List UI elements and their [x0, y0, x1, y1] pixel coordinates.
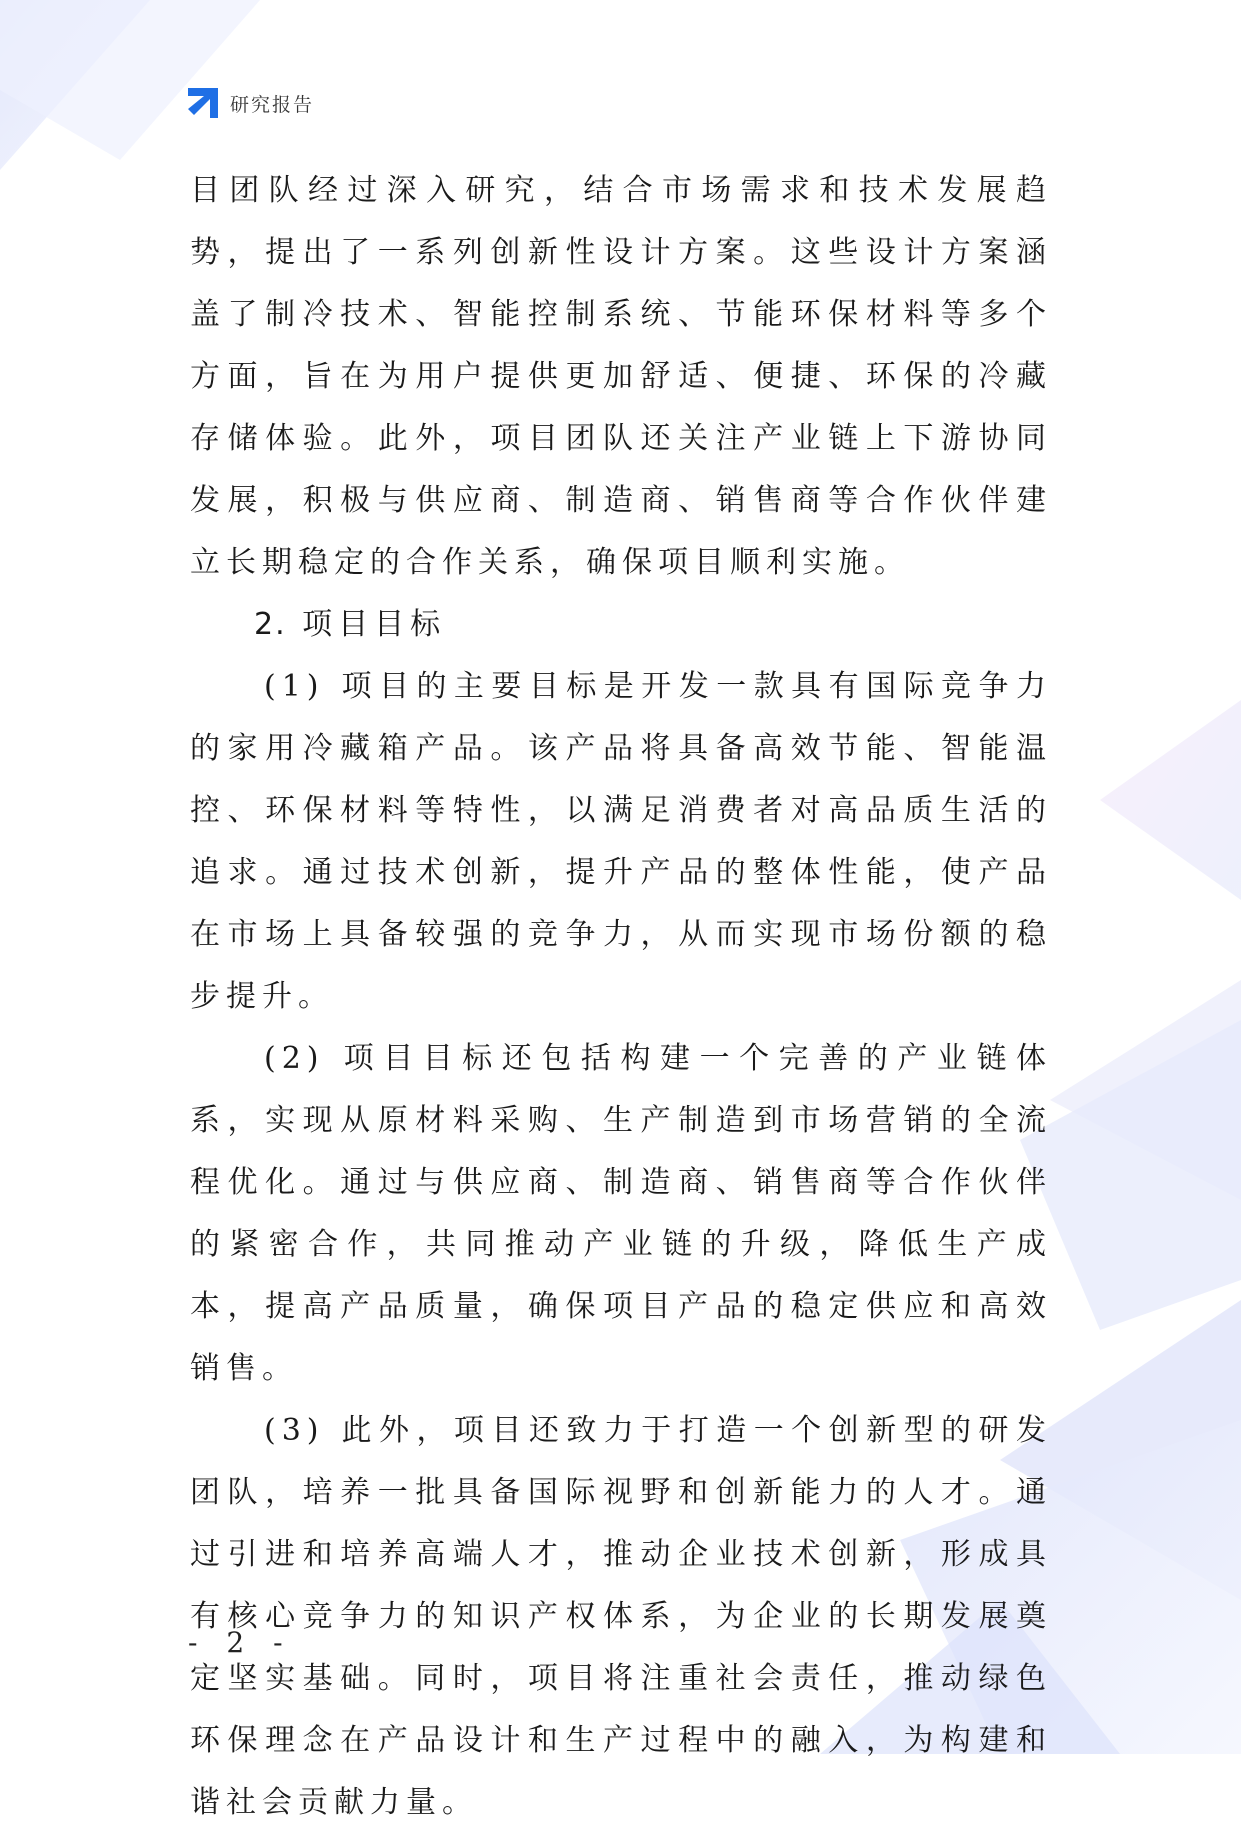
report-title: 研究报告: [230, 93, 315, 116]
document-body: [190, 160, 1052, 1834]
section-title: 项目目标: [302, 607, 447, 642]
document-header: [188, 88, 314, 118]
section-heading: [190, 594, 1052, 656]
page-number: - 2 -: [188, 1626, 293, 1659]
arrow-up-right-icon: [188, 88, 218, 118]
goal-paragraph-1: (1) 项目的主要目标是开发一款具有国际竞争力的家用冷藏箱产品。该产品将具备高效节能、智能温控、环保材料等特性，以满足消费者对高品质生活的追求。通过技术创新，提升产品的整体性能，使产品在市场上具备较强的竞争力，从而实现市场份额的稳步提升。: [190, 669, 1052, 1014]
goal-paragraph-2: (2) 项目目标还包括构建一个完善的产业链体系，实现从原材料采购、生产制造到市场营销的全流程优化。通过与供应商、制造商、销售商等合作伙伴的紧密合作，共同推动产业链的升级，降低生产成本，提高产品质量，确保项目产品的稳定供应和高效销售。: [190, 1041, 1052, 1386]
section-number: 2.: [254, 607, 287, 642]
goal-paragraph-3: (3) 此外，项目还致力于打造一个创新型的研发团队，培养一批具备国际视野和创新能力的人才。通过引进和培养高端人才，推动企业技术创新，形成具有核心竞争力的知识产权体系，为企业的长期发展奠定坚实基础。同时，项目将注重社会责任，推动绿色环保理念在产品设计和生产过程中的融入，为构建和谐社会贡献力量。: [190, 1413, 1052, 1820]
paragraph-intro-continued: 目团队经过深入研究，结合市场需求和技术发展趋势，提出了一系列创新性设计方案。这些设计方案涵盖了制冷技术、智能控制系统、节能环保材料等多个方面，旨在为用户提供更加舒适、便捷、环保的冷藏存储体验。此外，项目团队还关注产业链上下游协同发展，积极与供应商、制造商、销售商等合作伙伴建立长期稳定的合作关系，确保项目顺利实施。: [190, 173, 1052, 580]
